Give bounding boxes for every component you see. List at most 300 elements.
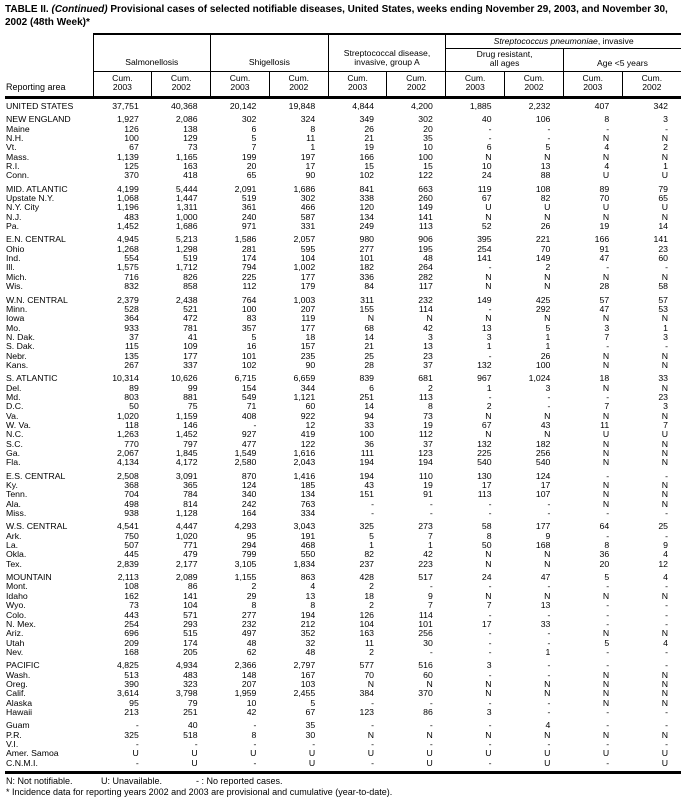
value-cell: 4,199 xyxy=(117,183,139,194)
table-row xyxy=(5,759,681,768)
value-cell: - xyxy=(606,263,610,273)
table-row xyxy=(5,254,681,263)
value-cell: 1,165 xyxy=(175,152,198,162)
value-cell: N xyxy=(367,314,374,324)
value-cell: - xyxy=(665,509,669,519)
value-cell: 927 xyxy=(241,430,257,440)
value-cell: 832 xyxy=(124,282,139,292)
value-cell: - xyxy=(371,698,374,708)
table-row xyxy=(5,717,681,730)
value-cell: 70 xyxy=(599,194,610,204)
reporting-area-cell: NEW ENGLAND xyxy=(6,114,71,125)
reporting-area-cell: N.J. xyxy=(6,212,22,222)
value-cell: N xyxy=(661,670,669,680)
value-cell: 155 xyxy=(359,304,374,314)
value-cell: 483 xyxy=(183,670,198,680)
value-cell: - xyxy=(547,670,551,680)
value-cell: 24 xyxy=(481,171,492,181)
value-cell: 595 xyxy=(300,244,316,254)
value-cell: N xyxy=(661,698,669,708)
value-cell: 191 xyxy=(300,531,316,541)
value-cell: - xyxy=(253,720,257,731)
value-cell: 95 xyxy=(246,531,257,541)
value-cell: 90 xyxy=(305,360,316,370)
value-cell: 587 xyxy=(300,212,316,222)
table-row xyxy=(5,384,681,393)
value-cell: 149 xyxy=(477,294,492,305)
table-row xyxy=(5,222,681,231)
value-cell: 8 xyxy=(604,541,610,551)
value-cell: 784 xyxy=(183,490,198,500)
value-cell: 1,024 xyxy=(528,373,551,384)
value-cell: 26 xyxy=(540,222,551,232)
value-cell: 967 xyxy=(477,373,492,384)
value-cell: 132 xyxy=(477,439,492,449)
value-cell: 73 xyxy=(187,143,198,153)
value-cell: 18 xyxy=(364,591,374,601)
value-cell: N xyxy=(661,490,669,500)
value-cell: 100 xyxy=(418,152,433,162)
table-row xyxy=(5,203,681,212)
reporting-area-cell: Mo. xyxy=(6,323,21,333)
reporting-area-cell: Ark. xyxy=(6,531,22,541)
value-cell: 3,105 xyxy=(234,559,257,569)
value-cell: - xyxy=(606,342,610,352)
value-cell: 132 xyxy=(477,360,492,370)
value-cell: N xyxy=(426,730,433,740)
value-cell: - xyxy=(665,470,669,481)
value-cell: 117 xyxy=(418,282,433,292)
value-cell: 17 xyxy=(305,162,316,172)
value-cell: 43 xyxy=(540,420,551,430)
table-row xyxy=(5,333,681,342)
value-cell: 277 xyxy=(241,610,257,620)
value-cell: 108 xyxy=(535,183,551,194)
value-cell: - xyxy=(488,629,492,639)
value-cell: - xyxy=(665,619,669,629)
value-cell: 336 xyxy=(359,272,374,282)
table-row xyxy=(5,671,681,680)
value-cell: N xyxy=(544,730,551,740)
reporting-area-cell: Mass. xyxy=(6,152,30,162)
value-cell: 26 xyxy=(540,351,551,361)
value-cell: 1,311 xyxy=(176,203,198,213)
value-cell: 33 xyxy=(540,619,551,629)
value-cell: 10,626 xyxy=(171,373,198,384)
value-cell: 1,196 xyxy=(117,203,139,213)
value-cell: N xyxy=(661,499,669,509)
value-cell: N xyxy=(661,272,669,282)
value-cell: 7 xyxy=(604,332,610,342)
value-cell: - xyxy=(665,739,669,749)
value-cell: 370 xyxy=(124,171,139,181)
value-cell: 99 xyxy=(187,383,198,393)
value-cell: 5 xyxy=(604,572,610,583)
table-row xyxy=(5,292,681,305)
value-cell: 4,293 xyxy=(234,521,257,532)
value-cell: 126 xyxy=(359,610,374,620)
value-cell: 443 xyxy=(124,610,139,620)
value-cell: - xyxy=(488,698,492,708)
value-cell: 1,959 xyxy=(234,689,257,699)
table-row xyxy=(5,458,681,467)
value-cell: 35 xyxy=(423,134,433,143)
value-cell: 24 xyxy=(481,572,492,583)
value-cell: N xyxy=(544,314,551,324)
value-cell: U xyxy=(661,430,669,440)
value-cell: - xyxy=(488,392,492,402)
value-cell: 168 xyxy=(124,647,139,657)
value-cell: 1,003 xyxy=(293,294,316,305)
value-cell: 101 xyxy=(418,619,433,629)
value-cell: 88 xyxy=(540,171,551,181)
value-cell: 2,089 xyxy=(175,572,198,583)
value-cell: 21 xyxy=(364,342,374,352)
value-cell: 2 xyxy=(545,263,551,273)
table-row xyxy=(5,532,681,541)
reporting-area-cell: Conn. xyxy=(6,171,30,181)
reporting-area-cell: Mont. xyxy=(6,582,28,592)
value-cell: 517 xyxy=(418,572,433,583)
value-cell: N xyxy=(426,679,433,689)
value-cell: - xyxy=(135,758,139,768)
value-cell: 101 xyxy=(241,351,257,361)
value-cell: 1,155 xyxy=(234,572,257,583)
value-cell: 302 xyxy=(241,114,257,125)
value-cell: - xyxy=(606,610,610,620)
reporting-area-cell: Utah xyxy=(6,638,25,648)
value-cell: 549 xyxy=(241,392,257,402)
value-cell: U xyxy=(544,203,551,213)
value-cell: 67 xyxy=(305,707,316,717)
value-cell: 2,177 xyxy=(175,559,198,569)
value-cell: 365 xyxy=(183,481,198,491)
reporting-area-cell: PACIFIC xyxy=(6,660,40,671)
value-cell: - xyxy=(547,707,551,717)
value-cell: N xyxy=(485,430,492,440)
value-cell: 1,447 xyxy=(175,194,198,204)
value-cell: 472 xyxy=(183,314,198,324)
title-rest: Provisional cases of selected notifiable diseases, United States, weeks ending November 29, 2003, and November 30, 2002 (48th Week)* xyxy=(5,4,668,28)
value-cell: 2,091 xyxy=(234,183,257,194)
value-cell: 123 xyxy=(359,707,374,717)
year-label: 2002 xyxy=(406,82,426,93)
value-cell: - xyxy=(665,601,669,611)
value-cell: 113 xyxy=(477,490,492,500)
value-cell: 115 xyxy=(124,342,139,352)
reporting-area-cell: Vt. xyxy=(6,143,17,153)
value-cell: 141 xyxy=(183,591,198,601)
table-row xyxy=(5,657,681,670)
table-row xyxy=(5,421,681,430)
value-cell: N xyxy=(485,679,492,689)
value-cell: 37,751 xyxy=(112,100,139,111)
value-cell: N xyxy=(602,152,610,162)
col-group-strep-pneumoniae xyxy=(446,34,681,48)
value-cell: 225 xyxy=(477,449,492,458)
cum-label: Cum. xyxy=(582,72,604,83)
value-cell: 30 xyxy=(305,730,316,740)
value-cell: 149 xyxy=(418,203,433,213)
value-cell: 9 xyxy=(427,591,433,601)
value-cell: 64 xyxy=(599,521,610,532)
value-cell: 2 xyxy=(663,143,669,153)
value-cell: 60 xyxy=(305,402,316,412)
drug-line1: Drug resistant, xyxy=(476,48,533,59)
value-cell: 425 xyxy=(535,294,551,305)
value-cell: 37 xyxy=(423,439,433,449)
value-cell: 4,447 xyxy=(175,521,198,532)
value-cell: 20,142 xyxy=(229,100,257,111)
value-cell: - xyxy=(547,509,551,519)
value-cell: 1 xyxy=(486,342,492,352)
value-cell: 177 xyxy=(535,521,551,532)
value-cell: 1,298 xyxy=(175,244,198,254)
value-cell: - xyxy=(429,698,433,708)
value-cell: 16 xyxy=(246,342,257,352)
col-header-cum-2003 xyxy=(446,71,505,97)
value-cell: - xyxy=(547,739,551,749)
value-cell: N xyxy=(544,679,551,689)
value-cell: U xyxy=(485,749,492,759)
value-cell: 794 xyxy=(241,263,257,273)
value-cell: 1 xyxy=(663,162,669,172)
value-cell: - xyxy=(606,531,610,541)
table-row xyxy=(5,500,681,509)
value-cell: 104 xyxy=(359,619,374,629)
value-cell: 6 xyxy=(369,383,374,393)
value-cell: 62 xyxy=(246,647,257,657)
value-cell: 221 xyxy=(535,234,551,245)
reporting-area-cell: UNITED STATES xyxy=(6,100,74,111)
value-cell: 20 xyxy=(246,162,257,172)
reporting-area-cell: Tenn. xyxy=(6,490,28,500)
value-cell: 3 xyxy=(663,402,669,412)
value-cell: 7 xyxy=(427,601,433,611)
value-cell: 194 xyxy=(418,458,433,468)
table-row xyxy=(5,402,681,411)
value-cell: N xyxy=(661,383,669,393)
value-cell: 2 xyxy=(369,601,374,611)
reporting-area-cell: Calif. xyxy=(6,689,26,699)
value-cell: - xyxy=(665,660,669,671)
table-row xyxy=(5,361,681,370)
value-cell: 33 xyxy=(658,373,669,384)
value-cell: 6 xyxy=(486,143,492,153)
value-cell: N xyxy=(485,559,492,569)
value-cell: N xyxy=(602,439,610,449)
table-row xyxy=(5,639,681,648)
reporting-area-cell: Nev. xyxy=(6,647,24,657)
value-cell: 408 xyxy=(241,411,257,421)
value-cell: 167 xyxy=(300,670,316,680)
value-cell: 863 xyxy=(300,572,316,583)
value-cell: 4,945 xyxy=(117,234,139,245)
value-cell: - xyxy=(547,582,551,592)
value-cell: 357 xyxy=(241,323,257,333)
value-cell: N xyxy=(602,679,610,689)
value-cell: 340 xyxy=(241,490,257,500)
value-cell: 3,798 xyxy=(175,689,198,699)
value-cell: 256 xyxy=(535,449,551,458)
value-cell: 199 xyxy=(241,152,257,162)
reporting-area-cell: Fla. xyxy=(6,458,21,468)
value-cell: 209 xyxy=(124,638,139,648)
value-cell: 13 xyxy=(540,162,551,172)
value-cell: 242 xyxy=(241,499,257,509)
reporting-area-cell: N. Mex. xyxy=(6,619,36,629)
value-cell: 182 xyxy=(535,439,551,449)
table-row xyxy=(5,153,681,162)
value-cell: 47 xyxy=(599,254,610,264)
value-cell: - xyxy=(488,638,492,648)
table-row xyxy=(5,731,681,740)
value-cell: N xyxy=(602,730,610,740)
value-cell: 325 xyxy=(124,730,139,740)
value-cell: 113 xyxy=(418,392,433,402)
value-cell: 106 xyxy=(535,114,551,125)
value-cell: 334 xyxy=(300,509,316,519)
value-cell: 681 xyxy=(418,373,433,384)
col-header-cum-2002 xyxy=(622,71,681,97)
value-cell: 174 xyxy=(183,638,198,648)
value-cell: 1 xyxy=(310,143,316,153)
strep-a-line2: invasive, group A xyxy=(354,57,420,68)
reporting-area-cell: Idaho xyxy=(6,591,28,601)
value-cell: 194 xyxy=(359,470,374,481)
year-label: 2002 xyxy=(289,82,309,93)
cum-label: Cum. xyxy=(523,72,545,83)
value-cell: - xyxy=(665,582,669,592)
value-cell: 8 xyxy=(251,730,257,740)
value-cell: N xyxy=(485,152,492,162)
value-cell: 12 xyxy=(658,559,669,569)
value-cell: 168 xyxy=(535,541,551,551)
value-cell: 2,113 xyxy=(117,572,139,583)
reporting-area-cell: Wyo. xyxy=(6,601,26,611)
value-cell: 65 xyxy=(658,194,669,204)
value-cell: 273 xyxy=(418,521,433,532)
value-cell: 19,848 xyxy=(288,100,316,111)
value-cell: - xyxy=(665,647,669,657)
value-cell: U xyxy=(191,758,198,768)
value-cell: N xyxy=(485,550,492,560)
value-cell: - xyxy=(253,758,257,768)
value-cell: 1,686 xyxy=(293,183,316,194)
value-cell: 293 xyxy=(183,619,198,629)
reporting-area-cell: W.N. CENTRAL xyxy=(6,294,68,305)
value-cell: 1 xyxy=(545,647,551,657)
value-cell: 86 xyxy=(187,582,198,592)
value-cell: - xyxy=(606,619,610,629)
value-cell: 134 xyxy=(300,490,316,500)
value-cell: N xyxy=(602,383,610,393)
value-cell: - xyxy=(606,582,610,592)
reporting-area-cell: La. xyxy=(6,541,19,551)
value-cell: 47 xyxy=(599,304,610,314)
value-cell: 37 xyxy=(423,360,433,370)
value-cell: 114 xyxy=(418,610,433,620)
value-cell: 4 xyxy=(663,638,669,648)
value-cell: 89 xyxy=(129,383,139,393)
col-header-cum-2003 xyxy=(93,71,152,97)
value-cell: N xyxy=(602,212,610,222)
reporting-area-cell: Upstate N.Y. xyxy=(6,194,55,204)
table-row xyxy=(5,314,681,323)
value-cell: 803 xyxy=(124,392,139,402)
table-row xyxy=(5,125,681,134)
value-cell: 28 xyxy=(364,360,374,370)
year-label: 2003 xyxy=(112,82,132,93)
value-cell: 1 xyxy=(545,332,551,342)
value-cell: 90 xyxy=(305,171,316,181)
value-cell: 663 xyxy=(418,183,433,194)
value-cell: 13 xyxy=(540,601,551,611)
value-cell: 103 xyxy=(300,679,316,689)
value-cell: 1 xyxy=(427,541,433,551)
value-cell: - xyxy=(665,263,669,273)
value-cell: 146 xyxy=(183,420,198,430)
value-cell: 2,057 xyxy=(293,234,316,245)
value-cell: U xyxy=(544,749,551,759)
value-cell: 14 xyxy=(364,402,374,412)
value-cell: - xyxy=(665,531,669,541)
value-cell: N xyxy=(544,282,551,292)
value-cell: N xyxy=(661,314,669,324)
value-cell: N xyxy=(544,152,551,162)
value-cell: - xyxy=(135,739,139,749)
value-cell: 2,043 xyxy=(293,458,316,468)
reporting-area-cell: Tex. xyxy=(6,559,22,569)
value-cell: 1,000 xyxy=(175,212,198,222)
value-cell: 79 xyxy=(658,183,669,194)
value-cell: 550 xyxy=(300,550,316,560)
value-cell: 48 xyxy=(423,254,433,264)
value-cell: - xyxy=(547,392,551,402)
value-cell: 516 xyxy=(418,660,433,671)
value-cell: 384 xyxy=(359,689,374,699)
value-cell: 763 xyxy=(300,499,316,509)
value-cell: - xyxy=(665,610,669,620)
value-cell: N xyxy=(602,458,610,468)
value-cell: - xyxy=(488,509,492,519)
value-cell: 50 xyxy=(481,541,492,551)
cum-label: Cum. xyxy=(464,72,486,83)
reporting-area-cell: N. Dak. xyxy=(6,332,35,342)
table-row xyxy=(5,162,681,171)
value-cell: 7 xyxy=(663,420,669,430)
value-cell: 282 xyxy=(418,272,433,282)
value-cell: 5 xyxy=(310,698,316,708)
value-cell: - xyxy=(429,582,433,592)
table-row xyxy=(5,490,681,499)
value-cell: 225 xyxy=(241,272,257,282)
legend-unavailable: U: Unavailable. xyxy=(101,776,163,786)
value-cell: N xyxy=(661,439,669,449)
value-cell: N xyxy=(661,212,669,222)
value-cell: 154 xyxy=(241,383,257,393)
value-cell: 2,455 xyxy=(293,689,316,699)
value-cell: - xyxy=(488,134,492,143)
col-header-cum-2002 xyxy=(387,71,446,97)
value-cell: 4 xyxy=(604,162,610,172)
value-cell: 2 xyxy=(251,582,257,592)
reporting-area-cell: Miss. xyxy=(6,509,27,519)
value-cell: - xyxy=(665,720,669,731)
value-cell: 42 xyxy=(423,323,433,333)
value-cell: 870 xyxy=(241,470,257,481)
table-row xyxy=(5,282,681,291)
